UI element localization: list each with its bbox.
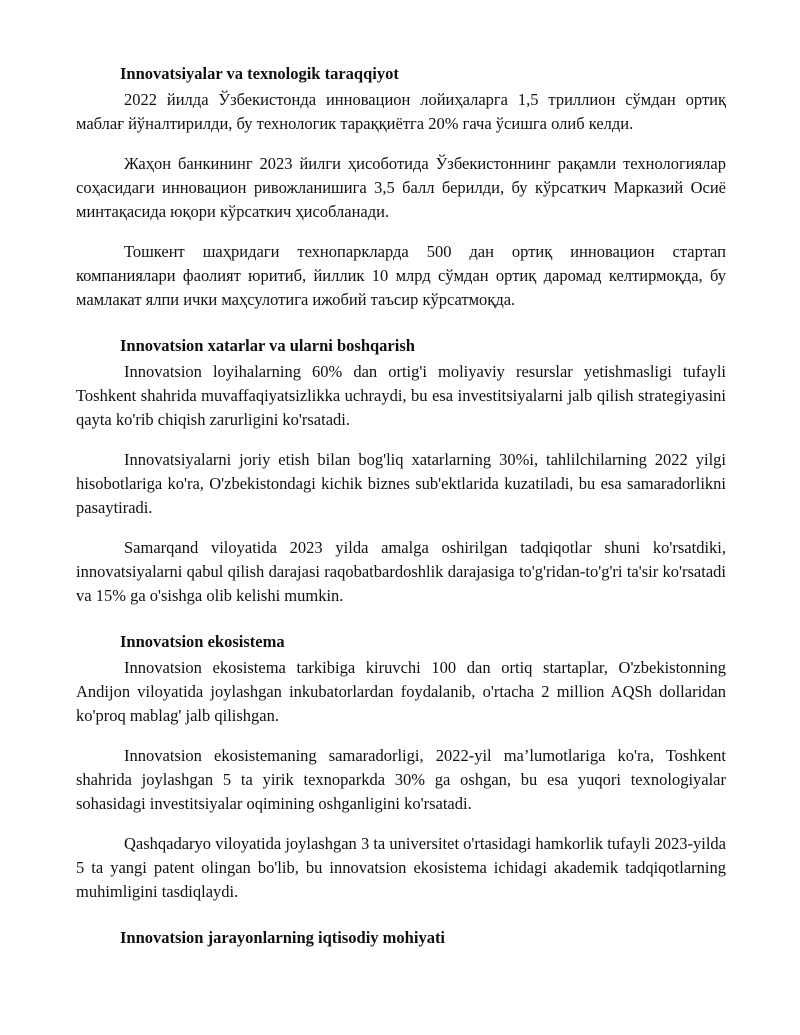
paragraph: Innovatsion ekosistema tarkibiga kiruvchi 100 dan ortiq startaplar, O'zbekistonning Andijon viloyatida joylashgan inkubatorlardan foydalanib, o'rtacha 2 million AQSh dollaridan ko'proq mablag' jalb qilishgan.: [76, 658, 726, 725]
paragraph: Innovatsion loyihalarning 60% dan ortig'i moliyaviy resurslar yetishmasligi tufayli Toshkent shahrida muvaffaqiyatsizlikka uchraydi, bu esa investitsiyalarni jalb qilish strategiyasini qayta ko'rib chiqish zarurligini ko'rsatadi.: [76, 362, 726, 429]
paragraph: Samarqand viloyatida 2023 yilda amalga oshirilgan tadqiqotlar shuni ko'rsatdiki, innovatsiyalarni qabul qilish darajasi raqobatbardoshlik darajasiga to'g'ridan-to'g'ri ta'sir ko'rsatadi va 15% ga o'sishga olib kelishi mumkin.: [76, 538, 726, 605]
document-body: [76, 62, 726, 952]
paragraph: Qashqadaryo viloyatida joylashgan 3 ta universitet o'rtasidagi hamkorlik tufayli 2023-yilda 5 ta yangi patent olingan bo'lib, bu innovatsion ekosistema ichidagi akademik tadqiqotlarning muhimligini tasdiqlaydi.: [76, 834, 726, 901]
paragraph: Innovatsiyalarni joriy etish bilan bog'liq xatarlarning 30%i, tahlilchilarning 2022 yilgi hisobotlariga ko'ra, O'zbekistondagi kichik biznes sub'ektlarida kuzatiladi, bu esa samaradorlikni pasaytiradi.: [76, 450, 726, 517]
section-title: Innovatsion xatarlar va ularni boshqarish: [120, 336, 415, 355]
section-title: Innovatsion ekosistema: [120, 632, 285, 651]
section-innovations-tech-progress: [76, 62, 726, 312]
paragraph: 2022 йилда Ўзбекистонда инновацион лойиҳаларга 1,5 триллион сўмдан ортиқ маблағ йўналтирилди, бу технологик тараққиётга 20% гача ўсишга олиб келди.: [76, 90, 726, 133]
section-innovation-risks: [76, 334, 726, 608]
paragraph: Тошкент шаҳридаги технопаркларда 500 дан ортиқ инновацион стартап компаниялари фаолият юритиб, йиллик 10 млрд сўмдан ортиқ даромад келтирмоқда, бу мамлакат ялпи ички маҳсулотига ижобий таъсир кўрсатмоқда.: [76, 242, 726, 309]
section-innovation-ecosystem: [76, 630, 726, 904]
section-title: Innovatsion jarayonlarning iqtisodiy mohiyati: [120, 928, 446, 947]
paragraph: Жаҳон банкининг 2023 йилги ҳисоботида Ўзбекистоннинг рақамли технологиялар соҳасидаги инновацион ривожланишига 3,5 балл берилди, бу кўрсаткич Марказий Осиё минтақасида юқори кўрсаткич ҳисобланади.: [76, 154, 726, 221]
section-title: Innovatsiyalar va texnologik taraqqiyot: [120, 64, 399, 83]
paragraph: Innovatsion ekosistemaning samaradorligi, 2022-yil ma’lumotlariga ko'ra, Toshkent shahrida joylashgan 5 ta yirik texnoparkda 30% ga oshgan, bu esa yuqori texnologiyalar sohasidagi investitsiyalar oqimining oshganligini ko'rsatadi.: [76, 746, 726, 813]
section-economic-essence: [76, 926, 726, 950]
